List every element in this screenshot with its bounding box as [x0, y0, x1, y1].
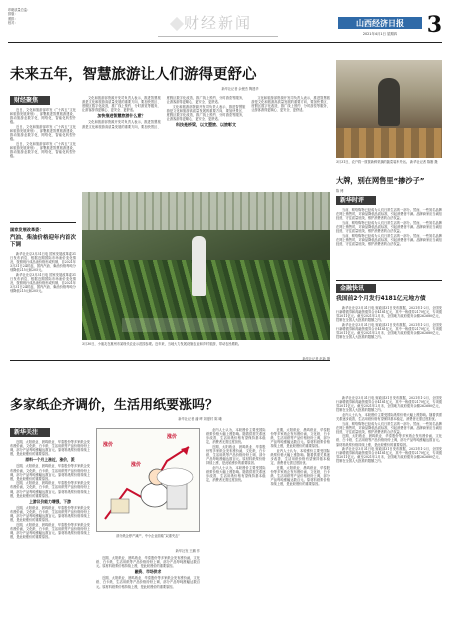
photo-left-caption: 3月30日，小朋友在惠州市某现代农业示范园参观。近年来，当地大力发展设施农业和乡村旅游，带动农民增收。: [82, 342, 242, 346]
bottom-left-body: 近期，太阳纸业、晨鸣纸业、华泰股份等多家纸企发布涨价函，文化纸、白卡纸、生活用纸等产品价格纷纷上调，部分产品每吨涨幅达数百元。原材料纸浆价格持续上涨，是此轮涨价的重要原因。 原料一个月上涨近，涨价，派 近期，太阳纸业、晨鸣纸业、华泰股份等多家纸企发布涨价函，文化纸、白卡纸、生活用纸等产品价格纷纷上调，部分产品每吨涨幅达数百元。原材料纸浆价格持续上涨，是此轮涨价的重要原因。 近期，太阳纸业、晨鸣纸业、华泰股份等多家纸企发布涨价函，文化纸、白卡纸、生活用纸等产品价格纷纷上调，部分产品每吨涨幅达数百元。原材料纸浆价格持续上涨，是此轮涨价的重要原因。 上游议价能力增强，下游 近期，太阳纸业、晨鸣纸业、华泰股份等多家纸企发布涨价函，文化纸、白卡纸、生活用纸等产品价格纷纷上调，部分产品每吨涨幅达数百元。原材料纸浆价格持续上涨，是此轮涨价的重要原因。 近期，太阳纸业、晨鸣纸业、华泰股份等多家纸企发布涨价函，文化纸、白卡纸、生活用纸等产品价格纷纷上调，部分产品每吨涨幅达数百元。原材料纸浆价格持续上涨，是此轮涨价的重要原因。: [10, 440, 90, 539]
bond-body: 新华社北京3月31日电 财政部31日发布数据，2021年1-2月，全国发行新增债券和再融资债券合计4181亿元，其中一般债券2170亿元、专项债券2011亿元。截至2021年2月末，全国地方政府债务余额262680亿元，控制在全国人大批准的限额之内。 新华社北京3月31日电 财政部31日发布数据，2021年1-2月，全国发行新增债券和再融资债券合计4181亿元，其中一般债券2170亿元、专项债券2011亿元。截至2021年2月末，全国地方政府债务余额262680亿元，控制在全国人大批准的限额之内。: [336, 306, 442, 340]
section-label-finance: 财经聚焦: [10, 96, 50, 105]
section-title: 财经新闻: [158, 11, 278, 37]
commentary-body: 当前，网络购物已经成为人们日常生活的一部分。然而，一些知名品牌在网上销售时，对商品降低品质标准，引起消费者不满。品牌商家应当诚信经营，守住质量底线，维护消费者的合法权益。 当前，网络购物已经成为人们日常生活的一部分。然而，一些知名品牌在网上销售时，对商品降低品质标准，引起消费者不满。品牌商家应当诚信经营，守住质量底线，维护消费者的合法权益。 当前，网络购物已经成为人们日常生活的一部分。然而，一些知名品牌在网上销售时，对商品降低品质标准，引起消费者不满。品牌商家应当诚信经营，守住质量底线，维护消费者的合法权益。: [336, 208, 442, 246]
greenhouse-roof: [82, 192, 330, 230]
market-photo-caption: 3月31日，农户将一筐筐新鲜采摘的蔬菜装车外运。 新华社记者 陈刚 摄: [336, 160, 438, 164]
bottom-mid-body: 近期，太阳纸业、晨鸣纸业、华泰股份等多家纸企发布涨价函，文化纸、白卡纸、生活用纸等产品价格纷纷上调，部分产品每吨涨幅达数百元。原材料纸浆价格持续上涨，是此轮涨价的重要原因。 融资、市场供求 近期，太阳纸业、晨鸣纸业、华泰股份等多家纸企发布涨价函，文化纸、白卡纸、生活用纸等产品价格纷纷上调，部分产品每吨涨幅达数百元。原材料纸浆价格持续上涨，是此轮涨价的重要原因。: [96, 556, 200, 589]
right-divider: [336, 280, 442, 281]
bond-title: 我国前2个月发行4181亿元地方债: [336, 296, 426, 302]
section-rule-2: [10, 360, 330, 361]
cartoon-label: 涨价: [167, 434, 178, 440]
bottom-subhead-2: 上游议价能力增强，下游: [29, 498, 71, 504]
produce-baskets: [336, 128, 442, 158]
masthead-meta: [8, 8, 88, 26]
meta-line: 排版：: [8, 12, 18, 17]
headline2-byline: 新华社记者 潘 晔 刘夏村 陈 曦: [178, 417, 222, 421]
cartoon-credit: 新华社发 王鹏 作: [175, 549, 200, 553]
bottom-subhead-3: 融资、市场供求: [134, 569, 162, 575]
page-number: 3: [426, 12, 442, 38]
bottom-left-column: [10, 428, 90, 632]
headline-paper-price: 多家纸企齐调价，生活用纸要涨吗？: [10, 398, 219, 413]
far-right-bottom-body: 新华社北京3月31日电 财政部31日发布数据，2021年1-2月，全国发行新增债券和再融资债券合计4181亿元，其中一般债券2170亿元、专项债券2011亿元。截至2021年2月末，全国地方政府债务余额262680亿元，控制在全国人大批准的限额之内。 业内人士认为，本轮涨价主要受国际纸浆价格大幅上涨影响。随着供需关系逐步改善，生活用纸价格有望保持基本稳定，消费者无需过度担忧。 当前，网络购物已经成为人们日常生活的一部分。然而，一些知名品牌在网上销售时，对商品降低品质标准，引起消费者不满。品牌商家应当诚信经营，守住质量底线，维护消费者的合法权益。 近期，太阳纸业、晨鸣纸业、华泰股份等多家纸企发布涨价函，文化纸、白卡纸、生活用纸等产品价格纷纷上调，部分产品每吨涨幅达数百元。原材料纸浆价格持续上涨，是此轮涨价的重要原因。 新华社北京3月31日电 财政部31日发布数据，2021年1-2月，全国发行新增债券和再融资债券合计4181亿元，其中一般债券2170亿元、专项债券2011亿元。截至2021年2月末，全国地方政府债务余额262680亿元，控制在全国人大批准的限额之内。: [336, 396, 442, 464]
mid-text: 文化和旅游部资源开发司负责人表示，推进智慧旅游是文化和旅游高质量发展的重要方向，要加快景区、度假区数字化改造，推广线上预约、分时游览等服务，让游客游得更顺心、更安全、更舒适。 加快推进智慧旅游什么意？ 文化和旅游部资源开发司负责人表示，推进智慧旅游是文化和旅游高质量发展的重要方向，要加快景区、度假区数字化改造，推广线上预约、分时游览等服务，让游客游得更顺心、更安全、更舒适。 文化和旅游部资源开发司负责人表示，推进智慧旅游是文化和旅游高质量发展的重要方向，要加快景区、度假区数字化改造，推广线上预约、分时游览等服务，让游客游得更顺心、更安全、更舒适。 科技是桥梁，以文塑旅、以旅彰文 文化和旅游部资源开发司负责人表示，推进智慧旅游是文化和旅游高质量发展的重要方向，要加快景区、度假区数字化改造，推广线上预约、分时游览等服务，让游客游得更顺心、更安全、更舒适。: [82, 96, 330, 129]
cartoon-label: 涨价: [131, 462, 142, 468]
left-body: 近日，文化和旅游部印发《“十四五”文化和旅游发展规划》，部署推进智慧旅游建设，推动旅游业数字化、网络化、智能化转型升级。 近日，文化和旅游部印发《“十四五”文化和旅游发展规划》，部署推进智慧旅游建设，推动旅游业数字化、网络化、智能化转型升级。 近日，文化和旅游部印发《“十四五”文化和旅游发展规划》，部署推进智慧旅游建设，推动旅游业数字化、网络化、智能化转型升级。: [10, 108, 76, 159]
meta-line: 照排：: [8, 16, 18, 21]
section-ribbon-icon: [170, 17, 184, 31]
commentary-author: 陈 博: [336, 189, 344, 193]
cartoon-caption: 部分纸企停产减产，中小企业面临“双重夹击”: [116, 534, 180, 538]
left-divider: [10, 222, 76, 223]
left-body-2: 新华社北京3月31日电 国家发展改革委31日发布消息，根据近期国际市场油价变化情况，按照现行成品油价格形成机制，自2021年3月31日24时起，国内汽油、柴油价格每吨分别降低215元和205元。 新华社北京3月31日电 国家发展改革委31日发布消息，根据近期国际市场油价变化情况，按照现行成品油价格形成机制，自2021年3月31日24时起，国内汽油、柴油价格每吨分别降低215元和205元。: [10, 251, 76, 293]
issue-date: 2021年4月1日 星期四: [362, 32, 398, 36]
meta-line: 印刷质量总监：: [8, 8, 31, 12]
bottom-right-body: 业内人士认为，本轮涨价主要受国际纸浆价格大幅上涨影响。随着供需关系逐步改善，生活用纸价格有望保持基本稳定，消费者无需过度担忧。 近期，太阳纸业、晨鸣纸业、华泰股份等多家纸企发布涨价函，文化纸、白卡纸、生活用纸等产品价格纷纷上调，部分产品每吨涨幅达数百元。原材料纸浆价格持续上涨，是此轮涨价的重要原因。 业内人士认为，本轮涨价主要受国际纸浆价格大幅上涨影响。随着供需关系逐步改善，生活用纸价格有望保持基本稳定，消费者无需过度担忧。 近期，太阳纸业、晨鸣纸业、华泰股份等多家纸企发布涨价函，文化纸、白卡纸、生活用纸等产品价格纷纷上调，部分产品每吨涨幅达数百元。原材料纸浆价格持续上涨，是此轮涨价的重要原因。 业内人士认为，本轮涨价主要受国际纸浆价格大幅上涨影响。随着供需关系逐步改善，生活用纸价格有望保持基本稳定，消费者无需过度担忧。 近期，太阳纸业、晨鸣纸业、华泰股份等多家纸企发布涨价函，文化纸、白卡纸、生活用纸等产品价格纷纷上调，部分产品每吨涨幅达数百元。原材料纸浆价格持续上涨，是此轮涨价的重要原因。: [206, 428, 330, 487]
section-label-commentary: 新华时评: [336, 196, 376, 205]
photo-left-credit: 新华社记者 赵新 摄: [302, 357, 330, 361]
section-label-finance-news: 金融快讯: [336, 284, 376, 293]
bottom-subhead-1: 原料一个月上涨近，涨价，派: [25, 457, 75, 463]
left-subhead: 国家发展改革委：: [10, 226, 44, 232]
mid-subhead-1: 加快推进智慧旅游什么意？: [97, 113, 146, 119]
meta-line: 校对：: [8, 21, 18, 26]
mid-subhead-2: 科技是桥梁，以文塑旅、以旅彰文: [175, 122, 236, 128]
vendor-figure: [378, 78, 400, 126]
masthead: [8, 8, 442, 56]
greenhouse-photo: [82, 192, 330, 340]
masthead-rule: [8, 42, 442, 43]
headline1-byline: 新华社记者 余俊杰 陶建华: [221, 87, 259, 91]
cartoon-label: 涨价: [103, 442, 114, 448]
photo-watermark: [122, 318, 292, 332]
market-photo: [336, 60, 442, 158]
headline-smart-tourism: 未来五年，智慧旅游让人们游得更舒心: [10, 67, 257, 83]
cartoon-illustration: [96, 428, 200, 532]
commentary-title: 大牌，别在网售里“掺沙子”: [336, 176, 425, 185]
paper-name: 山西经济日报: [338, 17, 422, 29]
section-label-xinhua: 新华关注: [10, 428, 50, 437]
left-column: [10, 96, 76, 354]
left-subtitle: 汽油、柴油价格迎年内首次下调: [10, 234, 77, 248]
person-figure: [192, 236, 206, 296]
